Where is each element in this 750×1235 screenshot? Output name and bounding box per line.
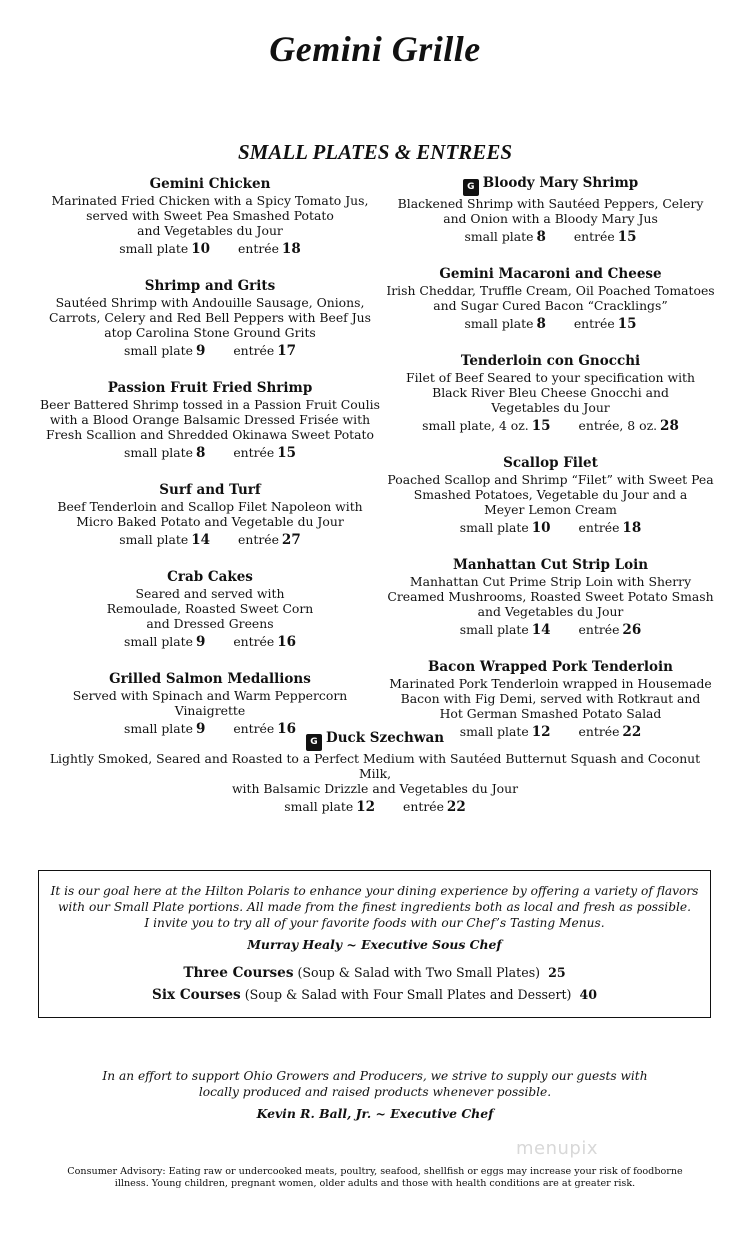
entree-price: 18 xyxy=(622,520,642,536)
entree-label: entrée xyxy=(233,634,275,649)
entree-price: 18 xyxy=(281,241,301,257)
item-desc-line: Blackened Shrimp with Sautéed Peppers, Celery xyxy=(397,196,704,211)
small-plate-label: small plate xyxy=(459,520,529,535)
entree-price: 22 xyxy=(622,724,642,740)
intro-line: It is our goal here at the Hilton Polaris to enhance your dining experience by offering a variety of flavors xyxy=(50,884,699,898)
item-desc-line: Creamed Mushrooms, Roasted Sweet Potato Smash xyxy=(387,589,714,604)
item-name: Scallop Filet xyxy=(503,455,598,471)
entree-label: entrée xyxy=(233,343,275,358)
menu-item xyxy=(40,176,380,257)
small-plate-price: 9 xyxy=(195,634,206,650)
item-prices xyxy=(383,622,718,638)
entree-label: entrée xyxy=(578,724,620,739)
item-prices xyxy=(383,418,718,434)
entree-price: 16 xyxy=(277,634,297,650)
restaurant-title: Gemini Grille xyxy=(269,29,481,69)
item-desc-line: Remoulade, Roasted Sweet Corn xyxy=(106,601,314,616)
menu-item xyxy=(383,557,718,638)
small-plate-price: 10 xyxy=(191,241,211,257)
menu-item xyxy=(40,482,380,548)
item-desc-line: Beef Tenderloin and Scallop Filet Napoleon with xyxy=(57,499,363,514)
entree-price: 15 xyxy=(617,229,637,245)
entree-price: 27 xyxy=(281,532,301,548)
small-plate-label: small plate xyxy=(123,634,193,649)
item-desc-line: and Vegetables du Jour xyxy=(477,604,624,619)
intro-line: with our Small Plate portions. All made from the finest ingredients both as local and fresh as possible. xyxy=(58,900,691,914)
menu-item xyxy=(383,175,718,245)
advisory-line: Consumer Advisory: Eating raw or undercooked meats, poultry, seafood, shellfish or eggs may increase your risk of foodborne xyxy=(67,1166,683,1177)
item-prices xyxy=(40,445,380,461)
course-name: Three Courses xyxy=(183,965,294,981)
entree-label: entrée, 8 oz. xyxy=(578,418,658,433)
item-name: Gemini Chicken xyxy=(149,176,271,192)
entree-price: 26 xyxy=(622,622,642,638)
item-desc-line: Hot German Smashed Potato Salad xyxy=(439,706,662,721)
item-desc-line: atop Carolina Stone Ground Grits xyxy=(104,325,316,340)
menu-item xyxy=(383,266,718,332)
item-desc-line: Black River Bleu Cheese Gnocchi and xyxy=(432,385,669,400)
tasting-intro xyxy=(39,883,710,931)
item-name-text: Bloody Mary Shrimp xyxy=(482,175,639,191)
course-desc: (Soup & Salad with Two Small Plates) xyxy=(297,965,541,980)
entree-price: 15 xyxy=(277,445,297,461)
small-plate-price: 8 xyxy=(195,445,206,461)
small-plate-label: small plate xyxy=(123,343,193,358)
small-plate-price: 14 xyxy=(531,622,551,638)
item-prices xyxy=(383,316,718,332)
item-desc-line: served with Sweet Pea Smashed Potato xyxy=(86,208,334,223)
item-name: Passion Fruit Fried Shrimp xyxy=(107,380,313,396)
small-plate-price: 9 xyxy=(195,721,206,737)
course-name: Six Courses xyxy=(152,987,241,1003)
small-plate-price: 8 xyxy=(536,316,546,332)
item-desc-line: Lightly Smoked, Seared and Roasted to a Perfect Medium with Sautéed Butternut Squash and Coconut Milk, xyxy=(49,751,701,781)
item-desc-line: Irish Cheddar, Truffle Cream, Oil Poached Tomatoes xyxy=(386,283,715,298)
item-name: Shrimp and Grits xyxy=(144,278,276,294)
menu-item xyxy=(383,659,718,740)
small-plate-label: small plate xyxy=(464,316,534,331)
item-name: Tenderloin con Gnocchi xyxy=(460,353,641,369)
small-plate-label: small plate, 4 oz. xyxy=(422,418,529,433)
sous-chef-signature: Murray Healy ~ Executive Sous Chef xyxy=(247,937,502,952)
entree-label: entrée xyxy=(233,721,275,736)
item-name: Gemini Macaroni and Cheese xyxy=(439,266,662,282)
item-name: Bacon Wrapped Pork Tenderloin xyxy=(428,659,673,675)
item-desc-line: Smashed Potatoes, Vegetable du Jour and a xyxy=(413,487,688,502)
six-course-option xyxy=(39,984,710,1006)
item-prices xyxy=(40,532,380,548)
advisory-line: illness. Young children, pregnant women, older adults and those with health conditions are at greater risk. xyxy=(114,1178,636,1189)
small-plate-price: 10 xyxy=(531,520,551,536)
item-desc-line: and Vegetables du Jour xyxy=(137,223,283,238)
entree-price: 22 xyxy=(446,799,466,815)
gemini-seal-icon: G xyxy=(306,734,322,751)
small-plate-price: 8 xyxy=(536,229,546,245)
item-name xyxy=(40,730,710,751)
course-price: 40 xyxy=(579,987,597,1002)
section-title: SMALL PLATES & ENTREES xyxy=(237,140,513,164)
small-plate-label: small plate xyxy=(119,241,189,256)
small-plate-label: small plate xyxy=(464,229,534,244)
gemini-seal-icon: G xyxy=(463,179,479,196)
item-name: Crab Cakes xyxy=(167,569,253,585)
menu-column-left xyxy=(40,176,380,737)
entree-label: entrée xyxy=(238,241,279,256)
menu-item xyxy=(40,671,380,737)
item-name: Manhattan Cut Strip Loin xyxy=(452,557,649,573)
item-desc-line: Beer Battered Shrimp tossed in a Passion Fruit Coulis xyxy=(40,397,380,412)
small-plate-label: small plate xyxy=(123,721,193,736)
entree-price: 16 xyxy=(277,721,297,737)
menupix-watermark: menupix xyxy=(516,1138,599,1159)
item-desc-line: Sautéed Shrimp with Andouille Sausage, Onions, xyxy=(55,295,365,310)
tasting-courses xyxy=(39,962,710,1006)
menu-item xyxy=(40,569,380,650)
small-plate-label: small plate xyxy=(123,445,193,460)
executive-chef-signature: Kevin R. Ball, Jr. ~ Executive Chef xyxy=(256,1106,494,1121)
menu-column-right xyxy=(383,175,718,740)
item-prices xyxy=(40,634,380,650)
item-desc-line: Marinated Pork Tenderloin wrapped in Housemade xyxy=(389,676,712,691)
item-name: Grilled Salmon Medallions xyxy=(109,671,311,687)
item-desc-line: Served with Spinach and Warm Peppercorn Vinaigrette xyxy=(72,688,348,718)
menu-item xyxy=(40,278,380,359)
item-desc-line: Bacon with Fig Demi, served with Rotkraut and xyxy=(400,691,701,706)
item-desc-line: Vegetables du Jour xyxy=(491,400,610,415)
course-price: 25 xyxy=(548,965,566,980)
entree-price: 17 xyxy=(277,343,297,359)
item-desc-line: Marinated Fried Chicken with a Spicy Tomato Jus, xyxy=(51,193,369,208)
item-name-text: Duck Szechwan xyxy=(325,730,445,746)
item-desc-line: Meyer Lemon Cream xyxy=(484,502,617,517)
note-line: In an effort to support Ohio Growers and Producers, we strive to supply our guests with xyxy=(102,1069,648,1083)
item-name: Surf and Turf xyxy=(159,482,261,498)
entree-price: 15 xyxy=(617,316,637,332)
entree-label: entrée xyxy=(233,445,275,460)
item-prices xyxy=(383,229,718,245)
consumer-advisory xyxy=(60,1166,690,1190)
three-course-option xyxy=(39,962,710,984)
entree-label: entrée xyxy=(578,622,620,637)
small-plate-label: small plate xyxy=(459,724,529,739)
item-desc-line: and Sugar Cured Bacon “Cracklings” xyxy=(433,298,668,313)
item-desc-line: Carrots, Celery and Red Bell Peppers with Beef Jus xyxy=(48,310,372,325)
item-desc-line: with Balsamic Drizzle and Vegetables du Jour xyxy=(231,781,519,796)
intro-line: I invite you to try all of your favorite foods with our Chef’s Tasting Menus. xyxy=(144,916,605,930)
small-plate-label: small plate xyxy=(459,622,529,637)
small-plate-price: 9 xyxy=(195,343,206,359)
item-desc-line: Poached Scallop and Shrimp “Filet” with Sweet Pea xyxy=(387,472,714,487)
growers-note xyxy=(0,1068,750,1122)
item-desc-line: Micro Baked Potato and Vegetable du Jour xyxy=(76,514,344,529)
small-plate-price: 12 xyxy=(356,799,376,815)
small-plate-label: small plate xyxy=(119,532,189,547)
menu-item xyxy=(383,455,718,536)
note-line: locally produced and raised products whenever possible. xyxy=(198,1085,552,1099)
entree-label: entrée xyxy=(403,799,444,814)
item-desc-line: and Onion with a Bloody Mary Jus xyxy=(443,211,658,226)
item-desc-line: Manhattan Cut Prime Strip Loin with Sherry xyxy=(409,574,692,589)
entree-label: entrée xyxy=(573,316,615,331)
small-plate-price: 12 xyxy=(531,724,551,740)
item-desc-line: Fresh Scallion and Shredded Okinawa Sweet Potato xyxy=(46,427,374,442)
entree-label: entrée xyxy=(573,229,615,244)
item-prices xyxy=(40,799,710,815)
item-desc-line: and Dressed Greens xyxy=(146,616,274,631)
small-plate-label: small plate xyxy=(284,799,354,814)
small-plate-price: 15 xyxy=(531,418,551,434)
entree-label: entrée xyxy=(238,532,279,547)
item-prices xyxy=(40,343,380,359)
entree-price: 28 xyxy=(660,418,679,434)
item-desc-line: with a Blood Orange Balsamic Dressed Frisée with xyxy=(49,412,371,427)
menu-item-duck xyxy=(40,730,710,815)
item-prices xyxy=(383,520,718,536)
item-desc-line: Seared and served with xyxy=(135,586,285,601)
tasting-menu-box xyxy=(38,870,711,1018)
small-plate-price: 14 xyxy=(191,532,211,548)
item-desc-line: Filet of Beef Seared to your specification with xyxy=(405,370,696,385)
menu-item xyxy=(40,380,380,461)
item-prices xyxy=(40,241,380,257)
item-name xyxy=(383,175,718,196)
menu-item xyxy=(383,353,718,434)
entree-label: entrée xyxy=(578,520,620,535)
course-desc: (Soup & Salad with Four Small Plates and Dessert) xyxy=(244,987,572,1002)
